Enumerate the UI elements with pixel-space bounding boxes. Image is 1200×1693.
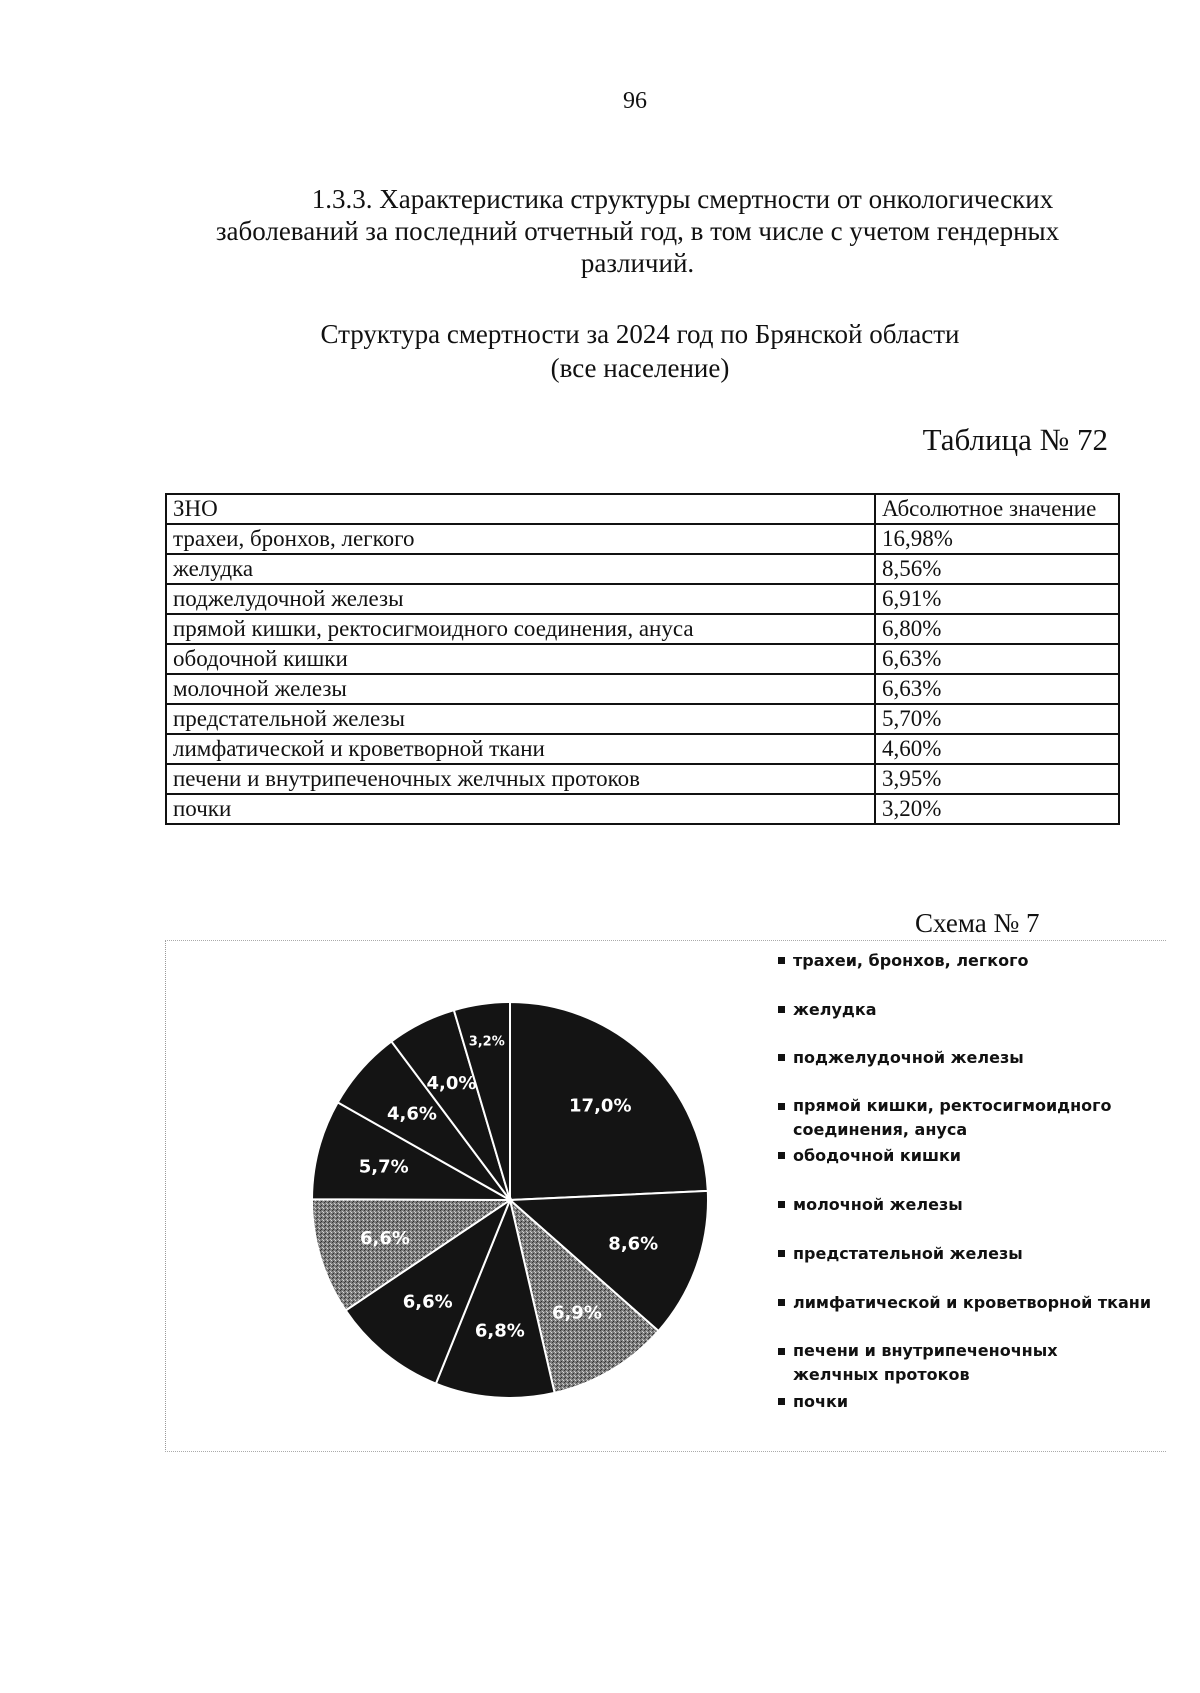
page-number: 96 [623,88,647,114]
heading-line-2: заболеваний за последний отчетный год, в том числе с учетом гендерных [215,216,1060,246]
table-row [166,734,1119,764]
scheme-label: Схема № 7 [915,908,1040,938]
section-heading [185,183,1090,279]
row-label: поджелудочной железы [166,584,875,614]
row-label: печени и внутрипеченочных желчных протоков [166,764,875,794]
pie-chart [300,990,720,1410]
legend-square-icon [778,1201,785,1208]
mortality-table [165,493,1120,825]
legend-square-icon [778,1006,785,1013]
pie-data-label: 4,0% [426,1073,477,1095]
legend-square-icon [778,1054,785,1061]
row-label: прямой кишки, ректосигмоидного соединения, ануса [166,614,875,644]
header-cell-value: Абсолютное значение [875,494,1119,524]
pie-data-label: 4,6% [386,1103,437,1125]
legend-item: лимфатической и кроветворной ткани [778,1290,1151,1315]
legend-square-icon [778,1348,785,1355]
row-value: 8,56% [875,554,1119,584]
legend-item: прямой кишки, ректосигмоидного соединения, ануса [778,1094,1133,1142]
legend-square-icon [778,1250,785,1257]
pie-data-label: 6,9% [551,1302,602,1324]
legend-square-icon [778,1299,785,1306]
legend-item: предстательной железы [778,1241,1023,1266]
legend-item: печени и внутрипеченочных желчных протоков [778,1339,1133,1387]
row-value: 3,95% [875,764,1119,794]
table-row [166,644,1119,674]
table-row [166,794,1119,824]
row-label: трахеи, бронхов, легкого [166,524,875,554]
table-row [166,674,1119,704]
row-label: лимфатической и кроветворной ткани [166,734,875,764]
row-value: 6,91% [875,584,1119,614]
subtitle-line-2: (все население) [550,353,730,383]
pie-data-label: 6,8% [474,1320,525,1342]
row-value: 4,60% [875,734,1119,764]
legend-item: почки [778,1389,848,1414]
pie-data-label: 17,0% [569,1095,632,1117]
header-cell-zno: ЗНО [166,494,875,524]
subtitle-line-1: Структура смертности за 2024 год по Брянской области [320,319,960,349]
row-label: желудка [166,554,875,584]
heading-line-1: 1.3.3. Характеристика структуры смертности от онкологических [311,184,1054,214]
row-label: ободочной кишки [166,644,875,674]
pie-data-label: 3,2% [468,1034,505,1050]
legend-item: ободочной кишки [778,1143,961,1168]
table-row [166,554,1119,584]
legend-item: поджелудочной железы [778,1045,1024,1070]
row-label: предстательной железы [166,704,875,734]
table-row [166,524,1119,554]
legend-item: желудка [778,997,877,1022]
heading-line-3: различий. [580,248,695,278]
pie-data-label: 6,6% [402,1291,453,1313]
pie-data-label: 6,6% [359,1227,410,1249]
table-row [166,614,1119,644]
row-value: 6,63% [875,644,1119,674]
table-subtitle [220,317,1060,385]
pie-data-label: 8,6% [608,1233,659,1255]
table-row [166,584,1119,614]
legend-square-icon [778,957,785,964]
table-header-row [166,494,1119,524]
legend-item: молочной железы [778,1192,963,1217]
table-row [166,704,1119,734]
legend-item: трахеи, бронхов, легкого [778,948,1028,973]
row-value: 6,63% [875,674,1119,704]
row-value: 16,98% [875,524,1119,554]
row-label: почки [166,794,875,824]
row-value: 3,20% [875,794,1119,824]
pie-data-label: 5,7% [358,1156,409,1178]
legend-square-icon [778,1398,785,1405]
row-label: молочной железы [166,674,875,704]
legend-square-icon [778,1152,785,1159]
row-value: 5,70% [875,704,1119,734]
legend-square-icon [778,1103,785,1110]
table-label: Таблица № 72 [922,422,1108,457]
row-value: 6,80% [875,614,1119,644]
table-row [166,764,1119,794]
